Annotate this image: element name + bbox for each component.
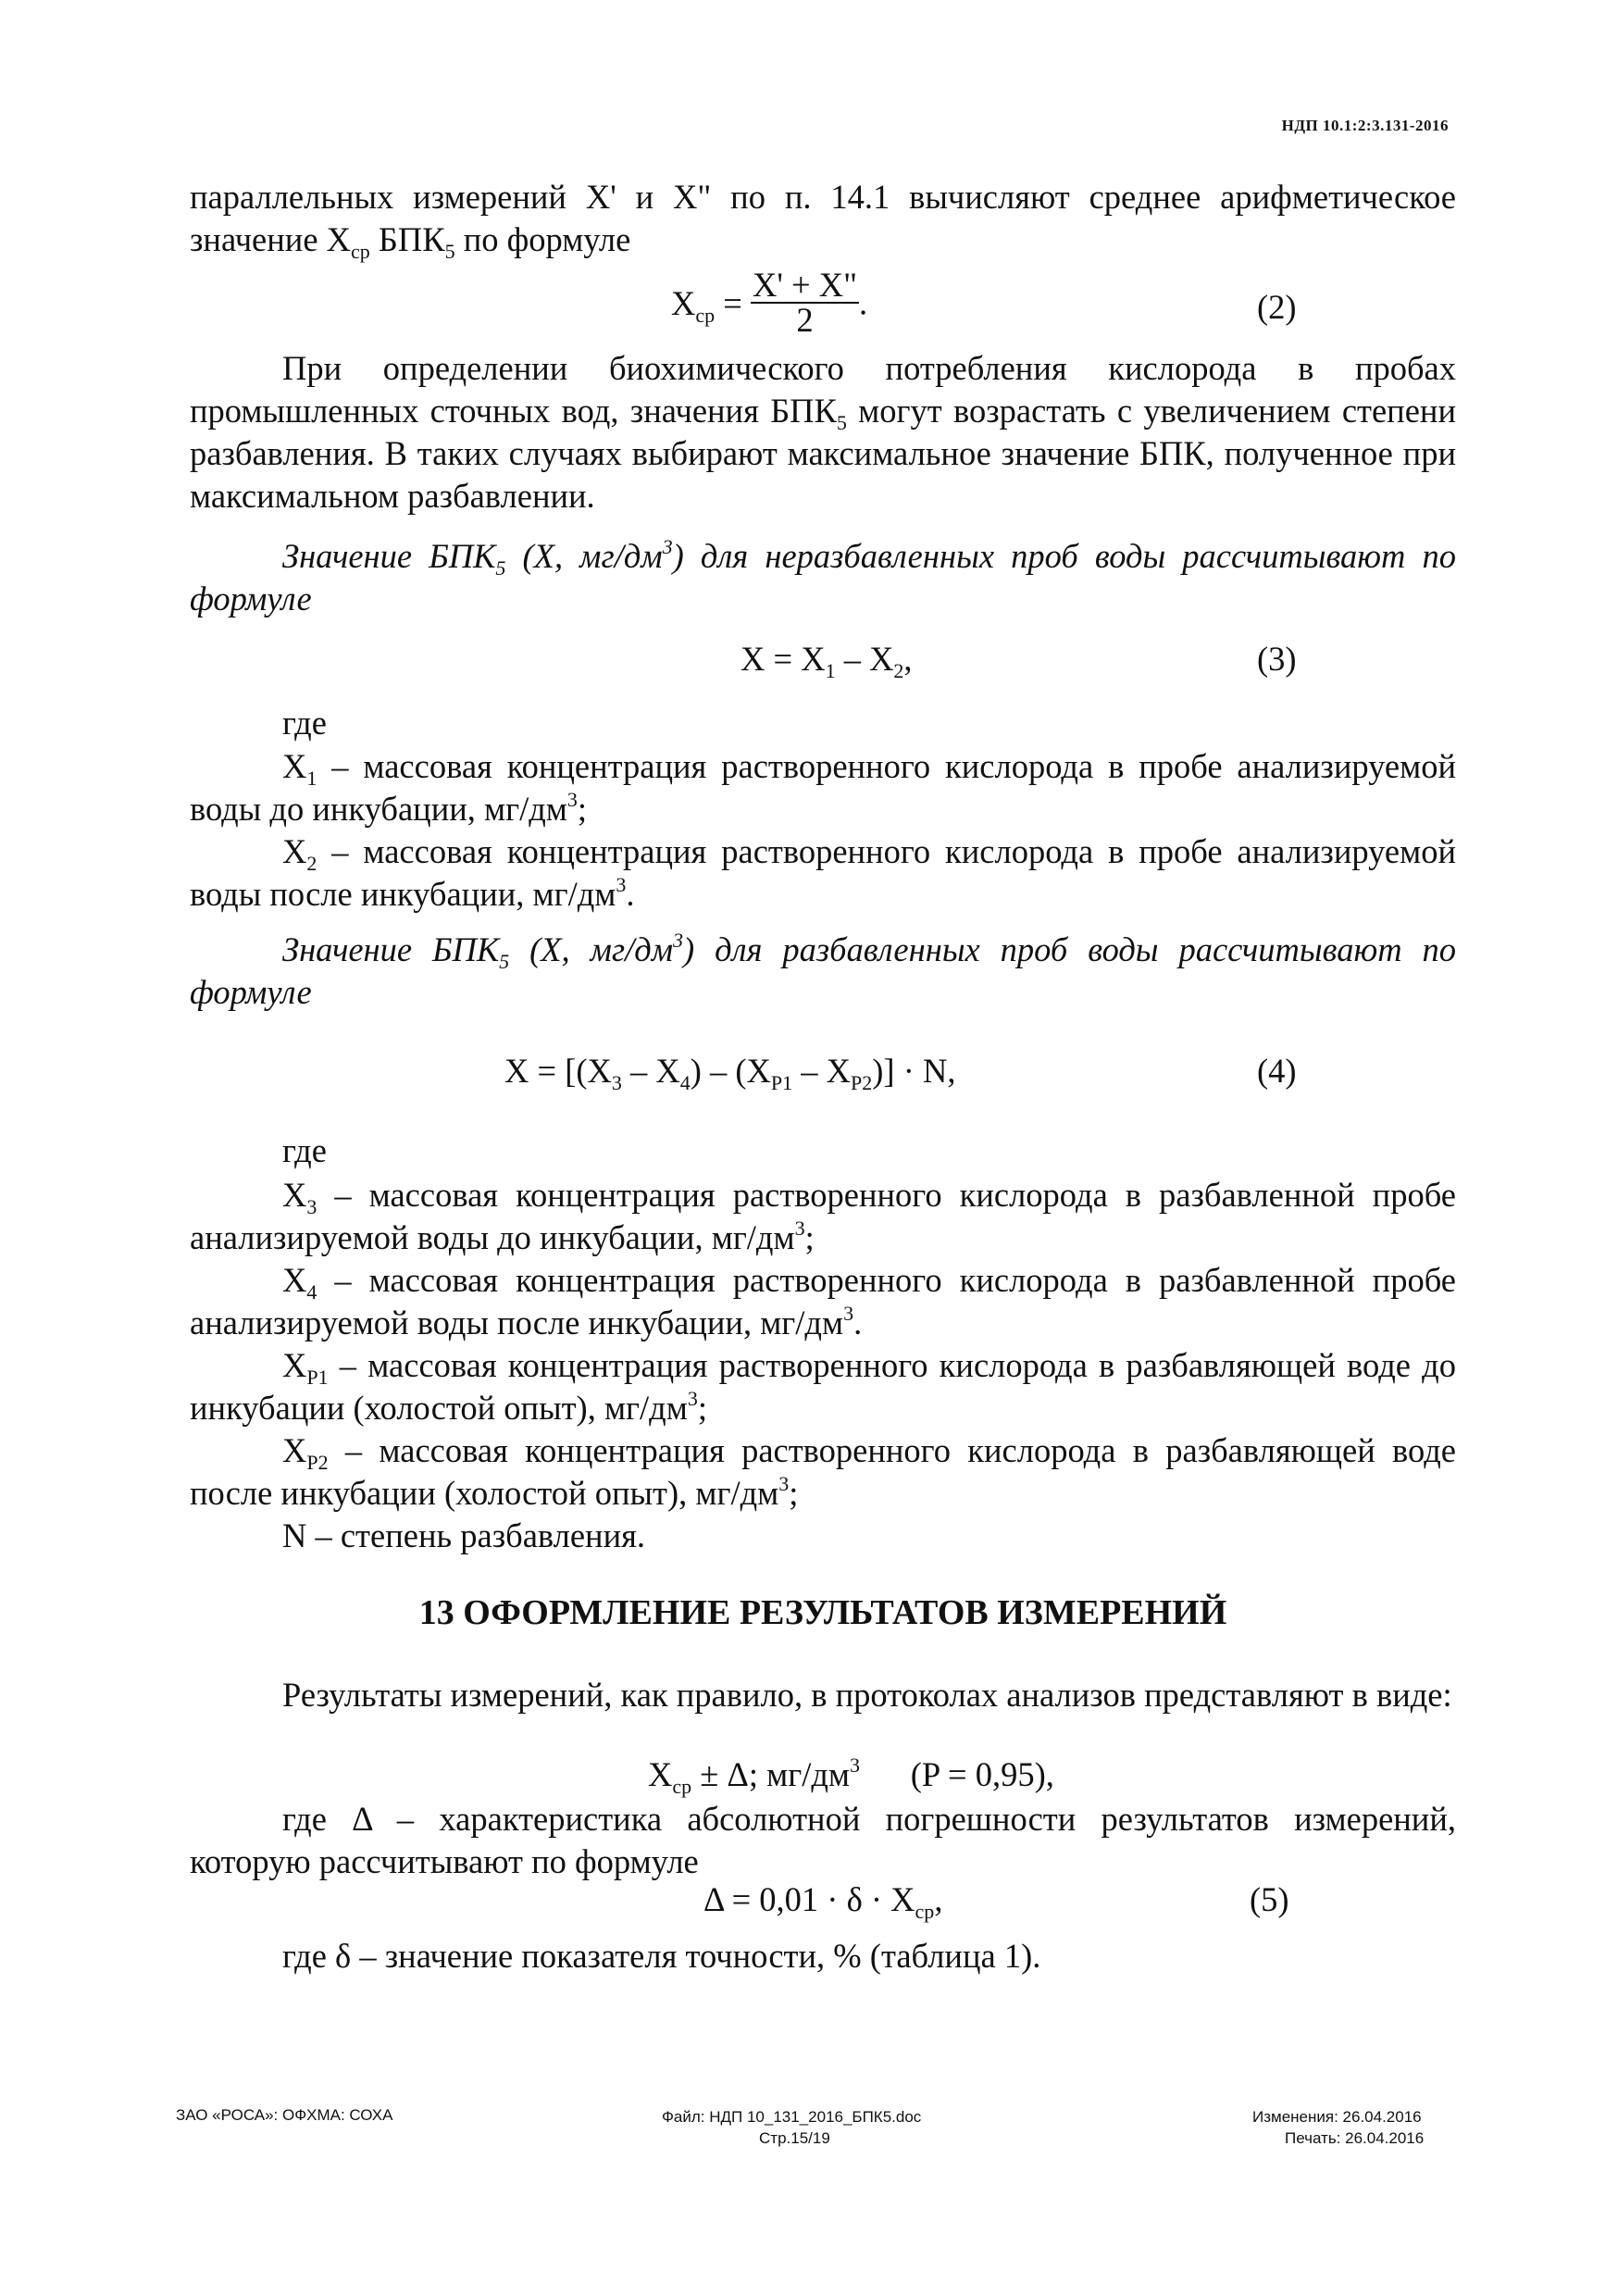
document-id: НДП 10.1:2:3.131-2016 xyxy=(1281,117,1449,134)
paragraph-delta-def: где δ – значение показателя точности, % (таблица 1). xyxy=(282,1937,1041,1975)
formula-2-number: (2) xyxy=(1257,288,1297,326)
where-label-1: где xyxy=(282,704,327,742)
definition-xp2: $X_{P2}$ – массовая концентрация растворенного кислорода в разбавляющей воде после инкубации (холостой опыт), $мг/дм^3$; xyxy=(190,1431,1456,1512)
formula-2-fraction: $\frac{X' + X"}{2}$ xyxy=(752,266,857,339)
definition-n: N – степень разбавления. xyxy=(282,1516,646,1554)
formula-2 xyxy=(190,266,1456,339)
formula-5-expr: $\Delta = 0,01 \cdot \delta \cdot X_{ср}$, xyxy=(703,1880,943,1923)
footer-page: Стр.15/19 xyxy=(759,2129,830,2147)
definition-x2: $X_2$ – массовая концентрация растворенного кислорода в пробе анализируемой воды после инкубации, $мг/дм^3$. xyxy=(190,832,1456,913)
formula-4-number: (4) xyxy=(1257,1052,1297,1090)
formula-3 xyxy=(190,639,1456,694)
formula-2-expr: $X_{ср}$ = $\frac{X' + X"}{2}$ . xyxy=(671,266,868,339)
footer-printed: Печать: 26.04.2016 xyxy=(1285,2129,1425,2147)
formula-5-number: (5) xyxy=(1250,1880,1289,1918)
footer-org: ЗАО «РОСА»: ОФХМА: СОХА xyxy=(176,2106,393,2124)
definition-x3: $X_3$ – массовая концентрация растворенного кислорода в разбавленной пробе анализируемой воды до инкубации, $мг/дм^3$; xyxy=(190,1176,1456,1256)
definition-xp1: $X_{P1}$ – массовая концентрация растворенного кислорода в разбавляющей воде до инкубации (холостой опыт), $мг/дм^3$; xyxy=(190,1346,1456,1427)
paragraph-industrial-water: При определении биохимического потребления кислорода в пробах промышленных сточных вод, значения $БПК_5$ могут возрастать с увеличением степени разбавления. В таких случаях выбирают максимальное значение БПК, полученное при максимальном разбавлении. xyxy=(190,349,1456,515)
paragraph-delta: где Δ – характеристика абсолютной погрешности результатов измерений, которую рассчитывают по формуле xyxy=(190,1800,1456,1880)
paragraph-mean-intro: параллельных измерений X' и X" по п. 14.1 вычисляют среднее арифметическое значение $X_{ср}$ $БПК_5$ по формуле xyxy=(190,178,1456,263)
definition-x4: $X_4$ – массовая концентрация растворенного кислорода в разбавленной пробе анализируемой воды после инкубации, $мг/дм^3$. xyxy=(190,1261,1456,1341)
footer-file: Файл: НДП 10_131_2016_БПК5.doc xyxy=(662,2108,922,2126)
formula-3-number: (3) xyxy=(1257,640,1297,678)
section-heading: 13 ОФОРМЛЕНИЕ РЕЗУЛЬТАТОВ ИЗМЕРЕНИЙ xyxy=(418,1593,1227,1632)
formula-3-expr: $X = X_1 - X_2$, xyxy=(741,640,913,682)
paragraph-undiluted: Значение $БПК_5$ (X, $мг/дм^3$) для неразбавленных проб воды рассчитывают по формуле xyxy=(190,535,1457,618)
paragraph-results: Результаты измерений, как правило, в протоколах анализов представляют в виде: xyxy=(282,1676,1452,1714)
footer-changed: Изменения: 26.04.2016 xyxy=(1252,2108,1422,2126)
paragraph-diluted: Значение $БПК_5$ (X, $мг/дм^3$) для разбавленных проб воды рассчитывают по формуле xyxy=(190,929,1456,1011)
where-label-2: где xyxy=(282,1131,327,1169)
formula-4 xyxy=(190,1051,1456,1106)
result-form-expr: $X_{ср} \pm \Delta$; $мг/дм^3$ (P = 0,95), xyxy=(648,1753,1054,1798)
formula-5 xyxy=(190,1879,1456,1935)
definition-x1: $X_1$ – массовая концентрация растворенного кислорода в пробе анализируемой воды до инкубации, $мг/дм^3$; xyxy=(190,747,1456,828)
formula-4-expr: $X = [(X_3 - X_4) - (X_{P1} - X_{P2})] \cdot N$, xyxy=(504,1052,956,1094)
